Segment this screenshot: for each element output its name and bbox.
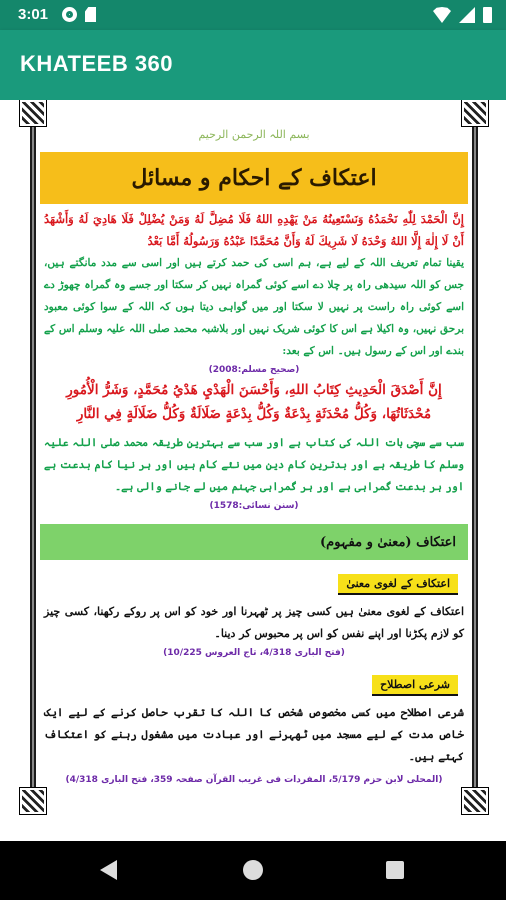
navigation-bar bbox=[0, 841, 506, 900]
settings-gear-icon bbox=[62, 7, 77, 22]
status-right-icons bbox=[433, 7, 492, 23]
section-title: اعتکاف (معنیٰ و مفہوم) bbox=[320, 534, 456, 550]
urdu-translation-2: سب سے سچی بات اللہ کی کتاب ہے اور سب سے بہترین طریقہ محمد صلی اللہ علیہ وسلم کا طریقہ ہے اور بدترین کام دین میں نئے کام ہیں اور ہر نیا کام بدعت ہے اور ہر بدعت گمراہی ہے اور ہر گمراہی جہنم میں لے جانے والی ہے۔ bbox=[44, 437, 464, 493]
scroll-rail-left bbox=[30, 108, 36, 808]
page-heading-text: اعتکاف کے احکام و مسائل bbox=[131, 165, 377, 191]
reference-2: (سنن نسائی:1578) bbox=[209, 501, 299, 511]
cell-signal-icon bbox=[459, 7, 475, 23]
app-title: KHATEEB 360 bbox=[20, 51, 174, 76]
home-icon[interactable] bbox=[243, 860, 263, 880]
khutba-arabic: إِنَّ الْحَمْدَ لِلّٰهِ نَحْمَدُهُ وَنَسْتَعِينُهُ مَنْ يَهْدِهِ اللهُ فَلَا مُضِلَّ لَهُ وَمَنْ يُضْلِلْ فَلَا هَادِيَ لَهُ وَأَشْهَدُ أَنْ لَا إِلٰهَ إِلَّا اللهُ وَحْدَهُ لَا شَرِيكَ لَهُ وَأَنَّ مُحَمَّدًا عَبْدُهُ وَرَسُولُهُ أَمَّا بَعْدُ bbox=[44, 212, 464, 248]
reference-3: (فتح الباری 4/318، تاج العروس 10/225) bbox=[163, 648, 345, 658]
battery-icon bbox=[483, 7, 492, 23]
paragraph-lughawi: اعتکاف کے لغوی معنیٰ ہیں کسی چیز پر ٹھہرنا اور خود کو اس پر روکے رکھنا، کسی چیز کو لازم پکڑنا اور اپنے نفس کو اس پر محبوس کر دینا۔ bbox=[44, 605, 464, 640]
urdu-translation-1: یقینا تمام تعریف اللہ کے لیے ہے، ہم اسی کی حمد کرتے ہیں اور اسی سے مدد مانگتے ہیں، جس کو اللہ سیدھی راہ پر چلا دے اسے کوئی گمراہ نہیں کر سکتا اور جسے وہ گمراہ چھوڑ دے اسے کوئی راہ راست پر نہیں لا سکتا اور میں گواہی دیتا ہوں کہ اللہ کے سوا کوئی معبود برحق نہیں، وہ اکیلا ہے اس کا کوئی شریک نہیں اور بلاشبہ محمد صلی اللہ علیہ وسلم اس کے بندے اور اس کے رسول ہیں۔ اس کے بعد: bbox=[44, 257, 464, 357]
sd-card-icon bbox=[85, 7, 96, 22]
document-page bbox=[40, 120, 468, 810]
subheading-shari: شرعی اصطلاح bbox=[372, 675, 458, 696]
reference-4: (المحلی لابن حزم 5/179، المفردات فی غریب القرآن صفحہ 359، فتح الباری 4/318) bbox=[65, 775, 443, 785]
document-viewer[interactable] bbox=[0, 100, 506, 841]
status-left-icons bbox=[62, 7, 96, 22]
wifi-icon bbox=[433, 7, 451, 23]
scroll-rail-right bbox=[472, 108, 478, 808]
back-icon[interactable] bbox=[100, 860, 117, 880]
paragraph-shari: شرعی اصطلاح میں کسی مخصوص شخص کا اللہ کا تقرب حاصل کرنے کے لیے ایک خاص مدت کے لیے مسجد میں ٹھہرنے اور عبادت میں مشغول رہنے کو اعتکاف کہتے ہیں۔ bbox=[44, 706, 464, 763]
bismillah: بسم اللہ الرحمن الرحیم bbox=[198, 128, 310, 141]
reference-1: (صحیح مسلم:2008) bbox=[208, 365, 300, 375]
subheading-lughawi: اعتکاف کے لغوی معنیٰ bbox=[338, 574, 458, 595]
status-bar bbox=[0, 0, 506, 30]
page-heading bbox=[40, 152, 468, 204]
app-bar bbox=[0, 30, 506, 100]
arabic-hadith: إِنَّ أَصْدَقَ الْحَدِيثِ كِتَابُ اللهِ، وَأَحْسَنَ الْهَدْيِ هَدْيُ مُحَمَّدٍ، وَشَرُّ الْأُمُورِ مُحْدَثَاتُهَا، وَكُلُّ مُحْدَثَةٍ بِدْعَةٌ وَكُلُّ بِدْعَةٍ ضَلَالَةٌ وَكُلُّ ضَلَالَةٍ فِي النَّارِ bbox=[66, 382, 442, 422]
section-bar bbox=[40, 524, 468, 560]
status-time: 3:01 bbox=[18, 6, 49, 23]
recent-apps-icon[interactable] bbox=[386, 861, 404, 879]
